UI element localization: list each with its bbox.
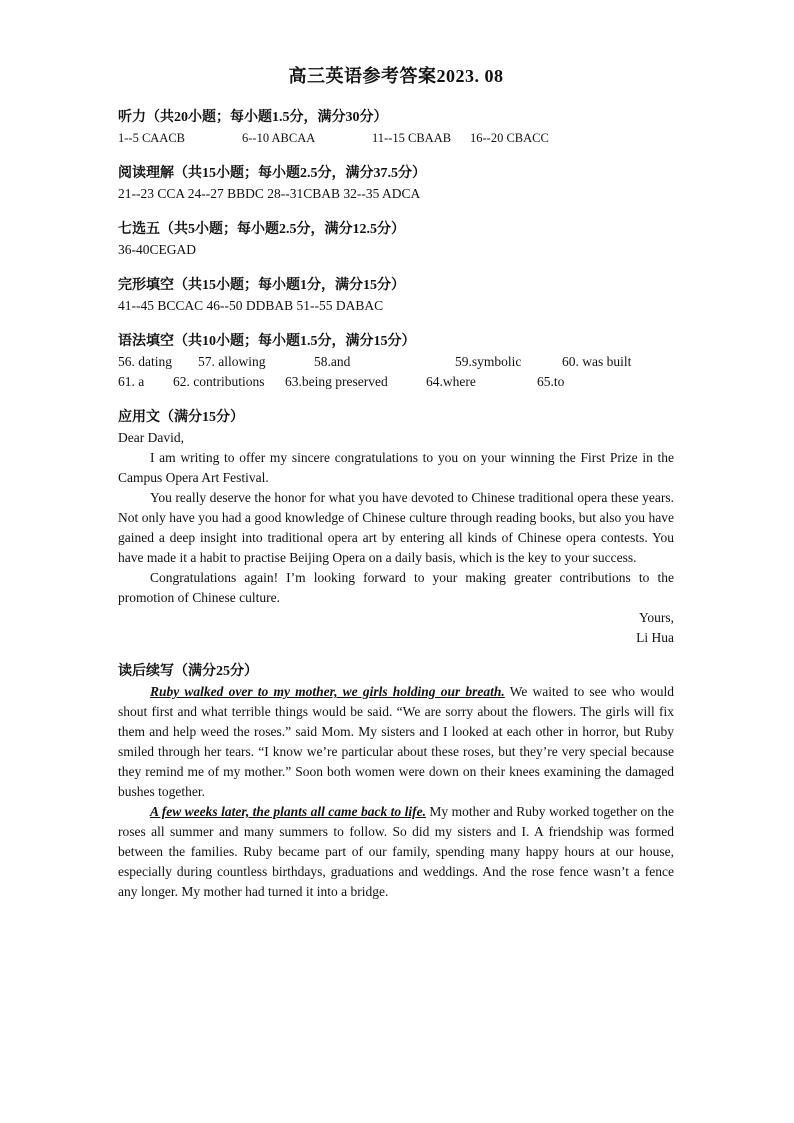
listening-answer: 11--15 CBAAB: [372, 131, 452, 145]
letter-paragraph: Congratulations again! I’m looking forward to your making greater contributions to the promotion of Chinese culture.: [118, 570, 674, 605]
grammar-answer: 64.where: [426, 374, 476, 389]
answer-sheet: [118, 60, 674, 902]
grammar-answers-row: [118, 372, 674, 392]
story-body: We waited to see who would shout first and what terrible things would be said. “We are sorry about the flowers. The girls will fix them and help weed the roses.” said Mom. My sisters and I looked at each other in horror, but Ruby smiled through her tears. “I know we’re particular about these roses, but they’re very special because they remind me of my mother.” Soon both women were down on their knees examining the damaged bushes together.: [118, 684, 674, 799]
letter-closing: Yours,: [638, 610, 674, 625]
grammar-answer: 61. a: [118, 374, 145, 389]
reading-answers: 21--23 CCA 24--27 BBDC 28--31CBAB 32--35 ADCA: [118, 186, 421, 201]
cloze-answers: 41--45 BCCAC 46--50 DDBAB 51--55 DABAC: [118, 298, 384, 313]
writing-heading: 应用文（满分15分）: [118, 410, 244, 425]
seven-five-answers: 36-40CEGAD: [118, 242, 196, 257]
grammar-answer: 56. dating: [118, 354, 172, 369]
listening-heading: 听力（共20小题；每小题1.5分，满分30分）: [118, 110, 388, 125]
grammar-heading: 语法填空（共10小题；每小题1.5分，满分15分）: [118, 334, 416, 349]
seven-five-heading: 七选五（共5小题；每小题2.5分，满分12.5分）: [118, 222, 405, 237]
letter-paragraph: I am writing to offer my sincere congratulations to you on your winning the First Prize in the Campus Opera Art Festival.: [118, 450, 674, 485]
listening-answer: 1--5 CAACB: [118, 131, 186, 145]
letter-signature: Li Hua: [636, 630, 674, 645]
cloze-heading: 完形填空（共15小题；每小题1分，满分15分）: [118, 278, 405, 293]
grammar-answer: 59.symbolic: [455, 354, 522, 369]
letter-paragraph: You really deserve the honor for what you have devoted to Chinese traditional opera these years. Not only have you had a good knowledge of Chinese culture through reading books, but also you have gained a deep insight into traditional opera art by entering all kinds of Chinese opera contests. You have made it a habit to practise Beijing Opera on a daily basis, which is the key to your success.: [118, 490, 674, 565]
continuation-heading: 读后续写（满分25分）: [118, 664, 258, 679]
grammar-answer: 63.being preserved: [285, 374, 388, 389]
story-lead-sentence: Ruby walked over to my mother, we girls holding our breath.: [150, 684, 505, 699]
story-body: My mother and Ruby worked together on the roses all summer and many summers to follow. So did my sisters and I. A friendship was formed between the families. Ruby became part of our family, spending many happy hours at our house, especially during countless birthdays, graduations and weddings. And the rose fence wasn’t a fence any longer. My mother had turned it into a bridge.: [118, 804, 675, 899]
grammar-answer: 65.to: [537, 374, 565, 389]
letter-salutation: Dear David,: [118, 430, 184, 445]
listening-answer: 16--20 CBACC: [470, 131, 549, 145]
grammar-answer: 57. allowing: [198, 354, 266, 369]
story-paragraph: [118, 682, 674, 802]
grammar-answer: 58.and: [314, 354, 351, 369]
story-lead-sentence: A few weeks later, the plants all came back to life.: [150, 804, 426, 819]
listening-answer: 6--10 ABCAA: [242, 131, 316, 145]
listening-answers: [118, 128, 674, 148]
page-title: 高三英语参考答案2023. 08: [288, 66, 504, 86]
story-paragraph: [118, 802, 674, 902]
grammar-answer: 60. was built: [562, 354, 632, 369]
reading-heading: 阅读理解（共15小题；每小题2.5分，满分37.5分）: [118, 166, 426, 181]
grammar-answers-row: [118, 352, 674, 372]
grammar-answer: 62. contributions: [173, 374, 265, 389]
